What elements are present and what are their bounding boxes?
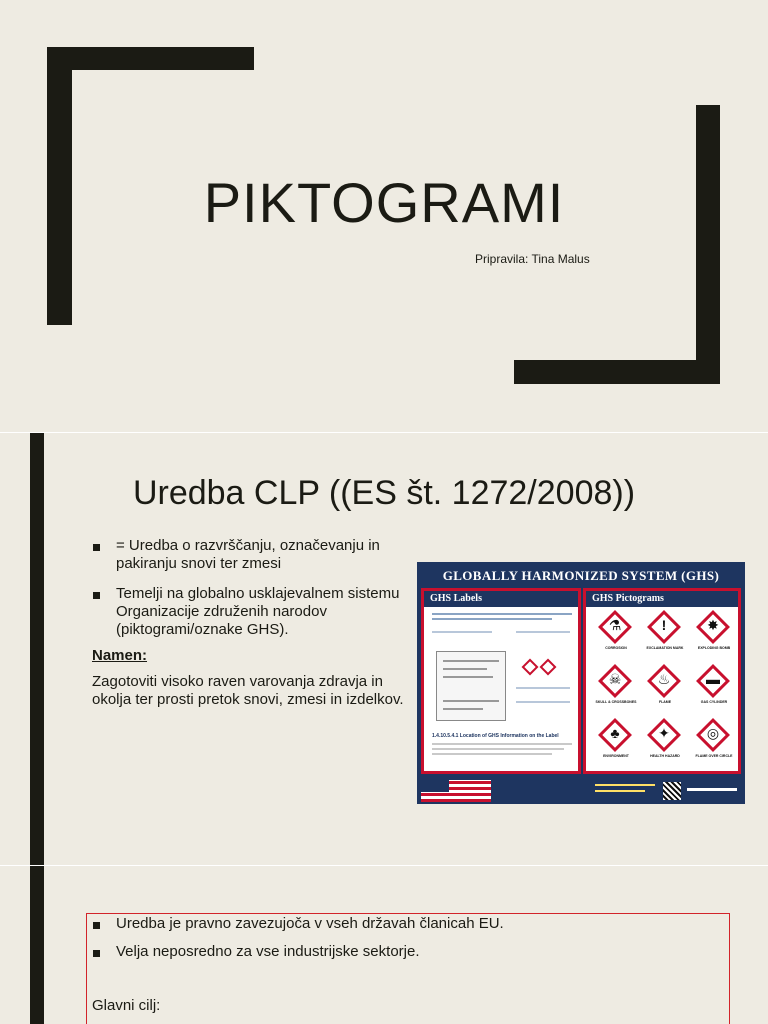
pictogram-cell bbox=[690, 665, 738, 717]
text-line bbox=[432, 743, 572, 745]
ghs-pictograms-panel bbox=[583, 588, 741, 774]
pictogram-name: FLAME bbox=[658, 700, 672, 704]
health-hazard-icon: ✦ bbox=[658, 725, 670, 741]
pictogram-cell bbox=[592, 719, 640, 771]
environment-icon: ♣ bbox=[610, 725, 620, 741]
list-item: Temelji na globalno usklajevalnem sistemu Organizacije združenih narodov (piktogrami/oznake GHS). bbox=[90, 585, 420, 639]
frame-bar-right bbox=[696, 105, 720, 384]
pictogram-name: ENVIRONMENT bbox=[603, 754, 629, 758]
slide-accent-bar bbox=[30, 866, 44, 1024]
text-line bbox=[443, 668, 487, 670]
pictogram-cell bbox=[690, 719, 738, 771]
mini-pictogram-icon bbox=[540, 659, 557, 676]
presentation-author: Pripravila: Tina Malus bbox=[475, 252, 590, 266]
pictogram-cell bbox=[592, 665, 640, 717]
pictogram-cell bbox=[690, 611, 738, 663]
text-line bbox=[443, 700, 499, 702]
pictogram-cell bbox=[641, 719, 689, 771]
mini-pictogram-icon bbox=[522, 659, 539, 676]
text-line bbox=[443, 660, 499, 662]
text-line bbox=[432, 613, 572, 615]
presentation-title: PIKTOGRAMI bbox=[203, 171, 565, 234]
gas-cylinder-icon: ▬ bbox=[706, 671, 720, 687]
exploding-bomb-icon: ✸ bbox=[707, 617, 719, 633]
ghs-labels-panel bbox=[421, 588, 581, 774]
title-slide[interactable] bbox=[0, 0, 768, 432]
qr-code-icon bbox=[663, 782, 681, 800]
purpose-text: Zagotoviti visoko raven varovanja zdravja in okolja ter prosti pretok snovi, zmesi in izdelkov. bbox=[92, 673, 404, 708]
list-item: Uredba je pravno zavezujoča v vseh državah članicah EU. bbox=[90, 915, 710, 933]
ghs-poster-image[interactable] bbox=[417, 562, 745, 804]
pictogram-cell bbox=[641, 611, 689, 663]
ghs-labels-heading: GHS Labels bbox=[424, 591, 578, 607]
flame-over-circle-icon: ◎ bbox=[706, 725, 720, 741]
list-item: = Uredba o razvrščanju, označevanju in pakiranju snovi ter zmesi bbox=[90, 537, 420, 573]
pictogram-name: FLAME OVER CIRCLE bbox=[695, 754, 733, 758]
main-goal-heading: Glavni cilj: bbox=[92, 997, 161, 1014]
text-line bbox=[516, 687, 570, 689]
footer-text-line bbox=[595, 784, 655, 786]
text-line bbox=[516, 701, 570, 703]
text-line bbox=[443, 676, 493, 678]
text-line bbox=[432, 748, 564, 750]
slide-title: Uredba CLP ((ES št. 1272/2008)) bbox=[132, 474, 636, 512]
skull-icon: ☠ bbox=[608, 671, 622, 687]
pictogram-name: GAS CYLINDER bbox=[700, 700, 728, 704]
footer-text-line bbox=[595, 790, 645, 792]
text-line bbox=[516, 631, 570, 633]
ghs-pictograms-heading: GHS Pictograms bbox=[586, 591, 738, 607]
text-line bbox=[432, 618, 552, 620]
poster-title: GLOBALLY HARMONIZED SYSTEM (GHS) bbox=[442, 568, 720, 583]
footer-text-line bbox=[687, 788, 737, 791]
flame-icon: ♨ bbox=[657, 671, 671, 687]
pictogram-name: CORROSION bbox=[605, 646, 627, 650]
label-location-caption: 1.4.10.5.4.1 Location of GHS Information on the Label bbox=[432, 733, 559, 739]
us-flag-canton bbox=[421, 780, 449, 792]
clp-facts-list bbox=[90, 915, 710, 971]
corrosion-icon: ⚗ bbox=[608, 617, 622, 633]
pictogram-name: SKULL & CROSSBONES bbox=[595, 700, 637, 704]
frame-bar-bottom-right bbox=[514, 360, 720, 384]
text-line bbox=[432, 631, 492, 633]
pictogram-cell bbox=[592, 611, 640, 663]
pictogram-cell bbox=[641, 665, 689, 717]
sample-label-illustration bbox=[436, 651, 506, 721]
frame-bar-top-left bbox=[47, 47, 254, 70]
pictogram-name: EXCLAMATION MARK bbox=[646, 646, 684, 650]
text-line bbox=[443, 708, 483, 710]
pictogram-name: HEALTH HAZARD bbox=[650, 754, 680, 758]
clp-bullet-list bbox=[90, 537, 420, 651]
purpose-heading: Namen: bbox=[92, 647, 148, 664]
pictogram-name: EXPLODING BOMB bbox=[697, 646, 731, 650]
text-line bbox=[432, 753, 552, 755]
exclamation-icon: ! bbox=[661, 617, 667, 633]
list-item: Velja neposredno za vse industrijske sektorje. bbox=[90, 943, 710, 961]
poster-footer bbox=[417, 776, 745, 804]
